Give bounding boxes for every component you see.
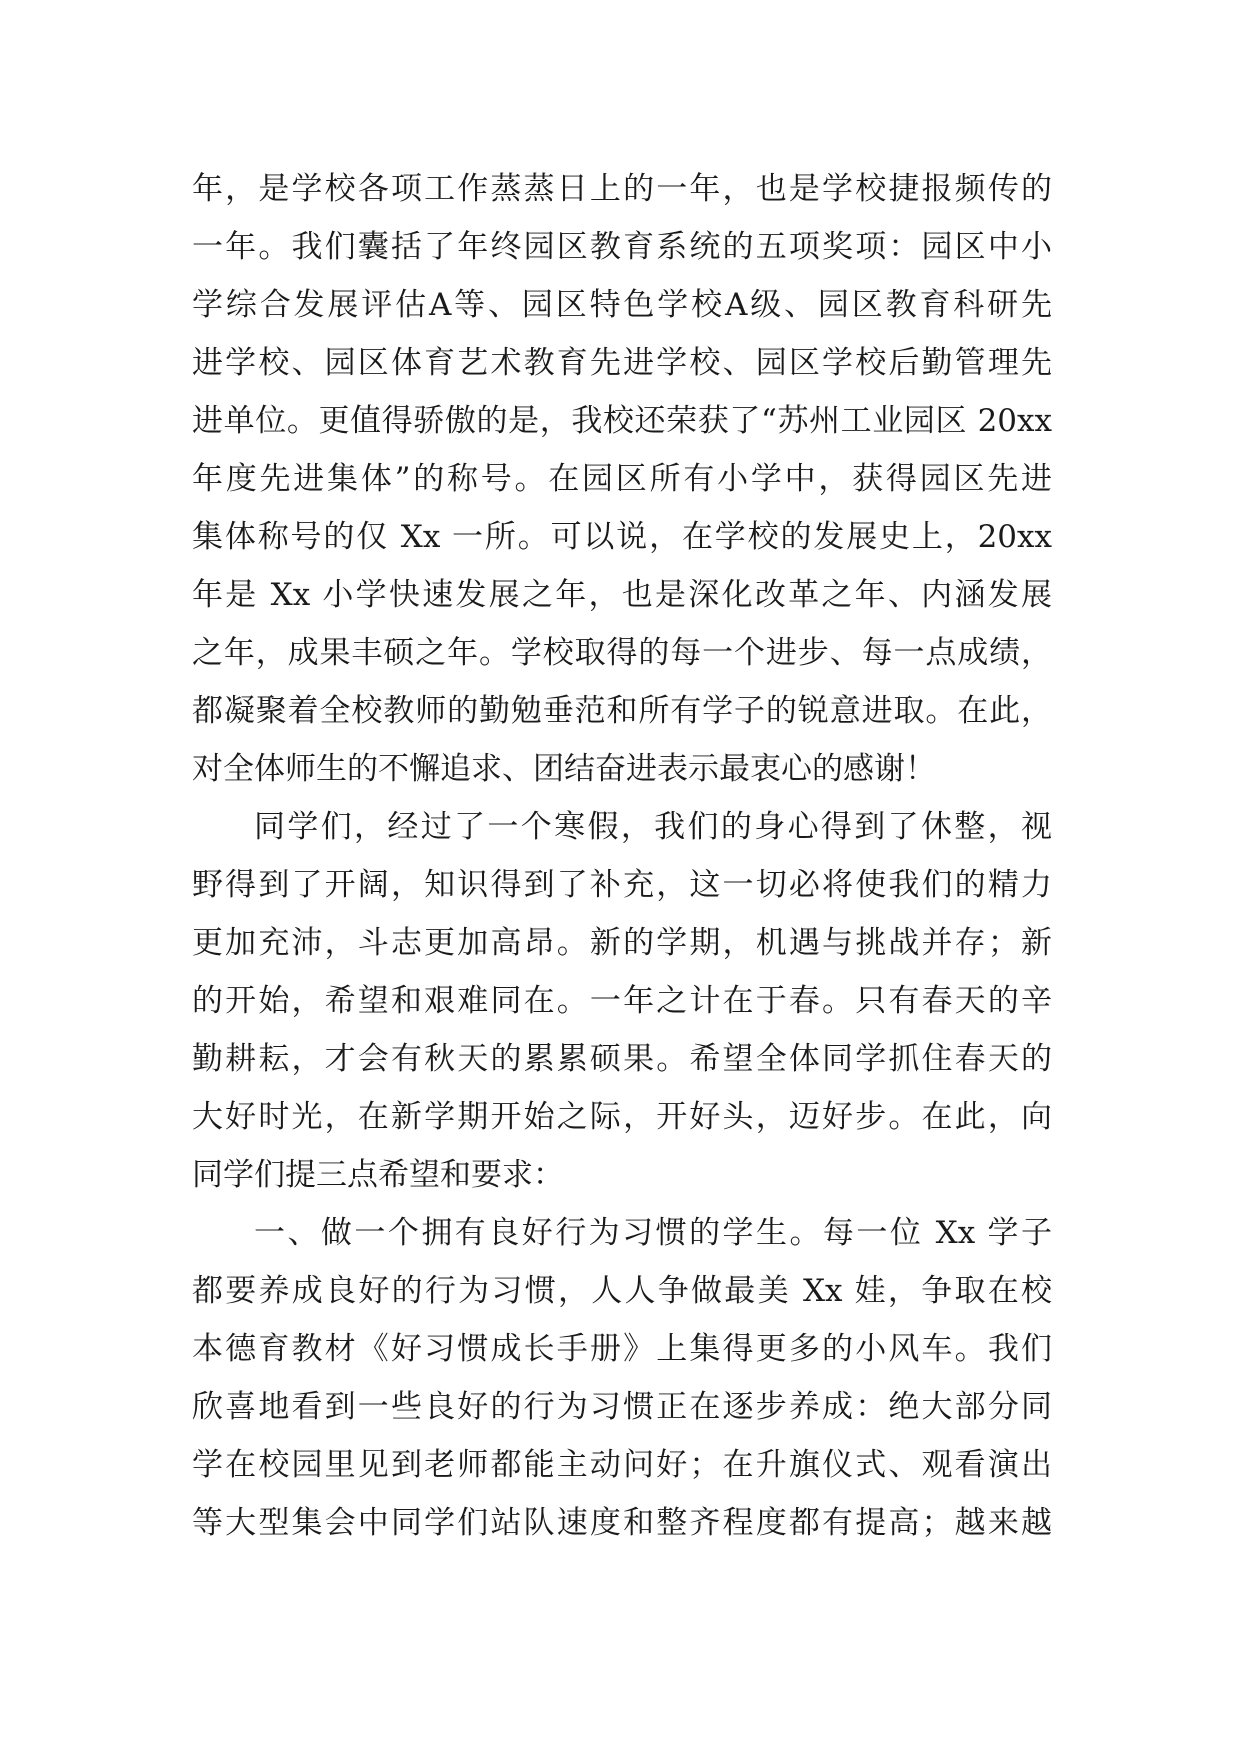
text-line: 年，是学校各项工作蒸蒸日上的一年，也是学校捷报频传的 [192,171,1052,207]
text-line: 勤耕耘，才会有秋天的累累硕果。希望全体同学抓住春天的 [192,1041,1052,1077]
text-line: 野得到了开阔，知识得到了补充，这一切必将使我们的精力 [192,867,1052,903]
text-line: 本德育教材《好习惯成长手册》上集得更多的小风车。我们 [192,1331,1052,1367]
paragraph-first-line: 同学们，经过了一个寒假，我们的身心得到了休整，视 [254,809,1052,845]
text-line: 之年，成果丰硕之年。学校取得的每一个进步、每一点成绩， [192,635,1052,671]
text-line: 大好时光，在新学期开始之际，开好头，迈好步。在此，向 [192,1099,1052,1135]
text-line: 学综合发展评估A等、园区特色学校A级、园区教育科研先 [192,287,1052,323]
text-line: 欣喜地看到一些良好的行为习惯正在逐步养成：绝大部分同 [192,1389,1052,1425]
text-line: 都要养成良好的行为习惯，人人争做最美 Xx 娃，争取在校 [192,1273,1052,1309]
text-line: 更加充沛，斗志更加高昂。新的学期，机遇与挑战并存；新 [192,925,1052,961]
text-line: 等大型集会中同学们站队速度和整齐程度都有提高；越来越 [192,1505,1052,1541]
text-line: 年度先进集体”的称号。在园区所有小学中，获得园区先进 [192,461,1052,497]
text-line: 学在校园里见到老师都能主动问好；在升旗仪式、观看演出 [192,1447,1052,1483]
paragraph-first-line: 一、做一个拥有良好行为习惯的学生。每一位 Xx 学子 [254,1215,1052,1251]
text-line: 一年。我们囊括了年终园区教育系统的五项奖项：园区中小 [192,229,1052,265]
text-line: 对全体师生的不懈追求、团结奋进表示最衷心的感谢！ [192,751,936,787]
text-line: 年是 Xx 小学快速发展之年，也是深化改革之年、内涵发展 [192,577,1052,613]
text-line: 的开始，希望和艰难同在。一年之计在于春。只有春天的辛 [192,983,1052,1019]
document-body [192,160,1052,1552]
text-line: 都凝聚着全校教师的勤勉垂范和所有学子的锐意进取。在此， [192,693,1052,729]
text-line: 进单位。更值得骄傲的是，我校还荣获了“苏州工业园区 20xx [192,403,1052,439]
text-line: 同学们提三点希望和要求： [192,1157,564,1193]
text-line: 集体称号的仅 Xx 一所。可以说，在学校的发展史上，20xx [192,519,1052,555]
text-line: 进学校、园区体育艺术教育先进学校、园区学校后勤管理先 [192,345,1052,381]
